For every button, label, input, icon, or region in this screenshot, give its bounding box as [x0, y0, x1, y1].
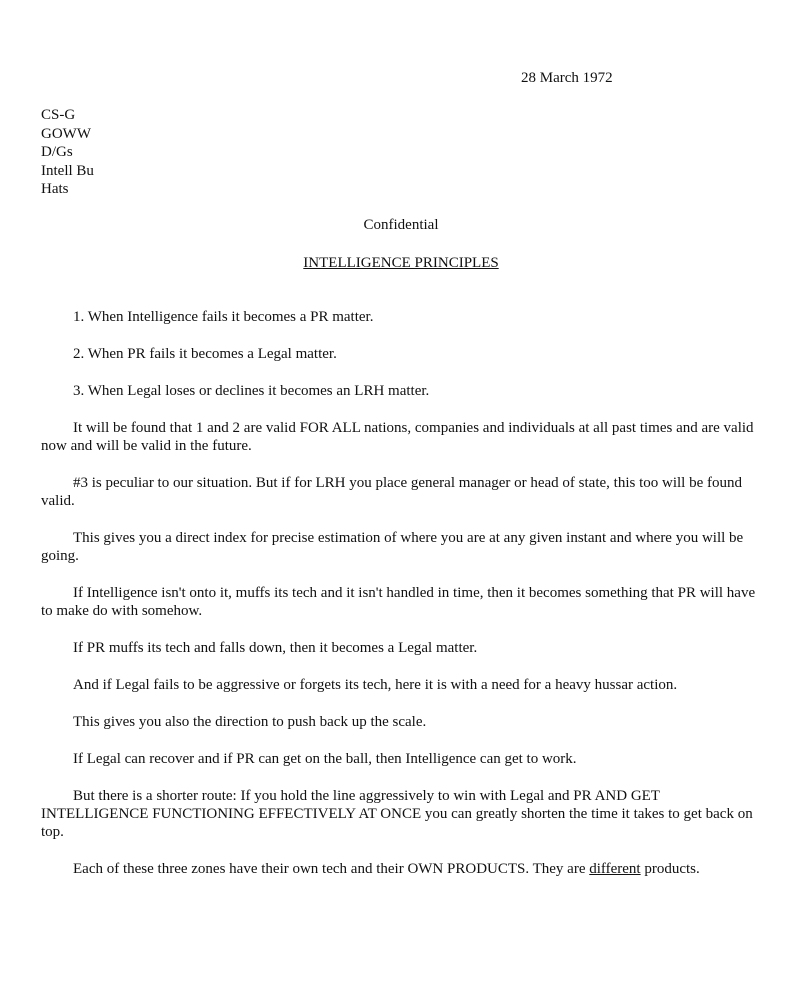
body-paragraph: This gives you a direct index for precise estimation of where you are at any given instant and where you will be going.	[41, 530, 744, 564]
body-paragraph: It will be found that 1 and 2 are valid FOR ALL nations, companies and individuals at all past times and are valid now and will be valid in the future.	[41, 420, 754, 454]
body-paragraph: But there is a shorter route: If you hold the line aggressively to win with Legal and PR AND GET INTELLIGENCE FUNCTIONING EFFECTIVELY AT ONCE you can greatly shorten the time it takes to get back on top.	[41, 788, 753, 840]
addressee: D/Gs	[41, 144, 73, 160]
underlined-word: different	[589, 861, 641, 877]
principle-item: 2. When PR fails it becomes a Legal matter.	[73, 346, 337, 362]
body-paragraph: If PR muffs its tech and falls down, then it becomes a Legal matter.	[73, 640, 478, 656]
principle-item: 1. When Intelligence fails it becomes a PR matter.	[73, 309, 374, 325]
addressee: Intell Bu	[41, 162, 94, 179]
addressee: Hats	[41, 181, 69, 197]
body-paragraph: If Intelligence isn't onto it, muffs its tech and it isn't handled in time, then it becomes something that PR will have to make do with somehow.	[41, 585, 756, 619]
principle-item: 3. When Legal loses or declines it becomes an LRH matter.	[73, 383, 430, 399]
body-paragraph: #3 is peculiar to our situation. But if for LRH you place general manager or head of state, this too will be found valid.	[41, 475, 742, 509]
memo-date: 28 March 1972	[521, 70, 613, 86]
addressee: GOWW	[41, 125, 91, 142]
memo-body	[41, 308, 761, 897]
memo-title: INTELLIGENCE PRINCIPLES	[303, 255, 499, 271]
addressee: CS-G	[41, 107, 76, 123]
body-paragraph: And if Legal fails to be aggressive or forgets its tech, here it is with a need for a heavy hussar action.	[73, 677, 678, 693]
text-segment: products.	[640, 861, 700, 877]
body-paragraph-final	[41, 860, 761, 878]
body-paragraph: This gives you also the direction to push back up the scale.	[73, 714, 427, 730]
classification-label: Confidential	[363, 217, 439, 233]
addressee-list	[41, 106, 94, 199]
text-segment: Each of these three zones have their own tech and their OWN PRODUCTS. They are	[73, 861, 590, 877]
body-paragraph: If Legal can recover and if PR can get on the ball, then Intelligence can get to work.	[73, 751, 577, 767]
